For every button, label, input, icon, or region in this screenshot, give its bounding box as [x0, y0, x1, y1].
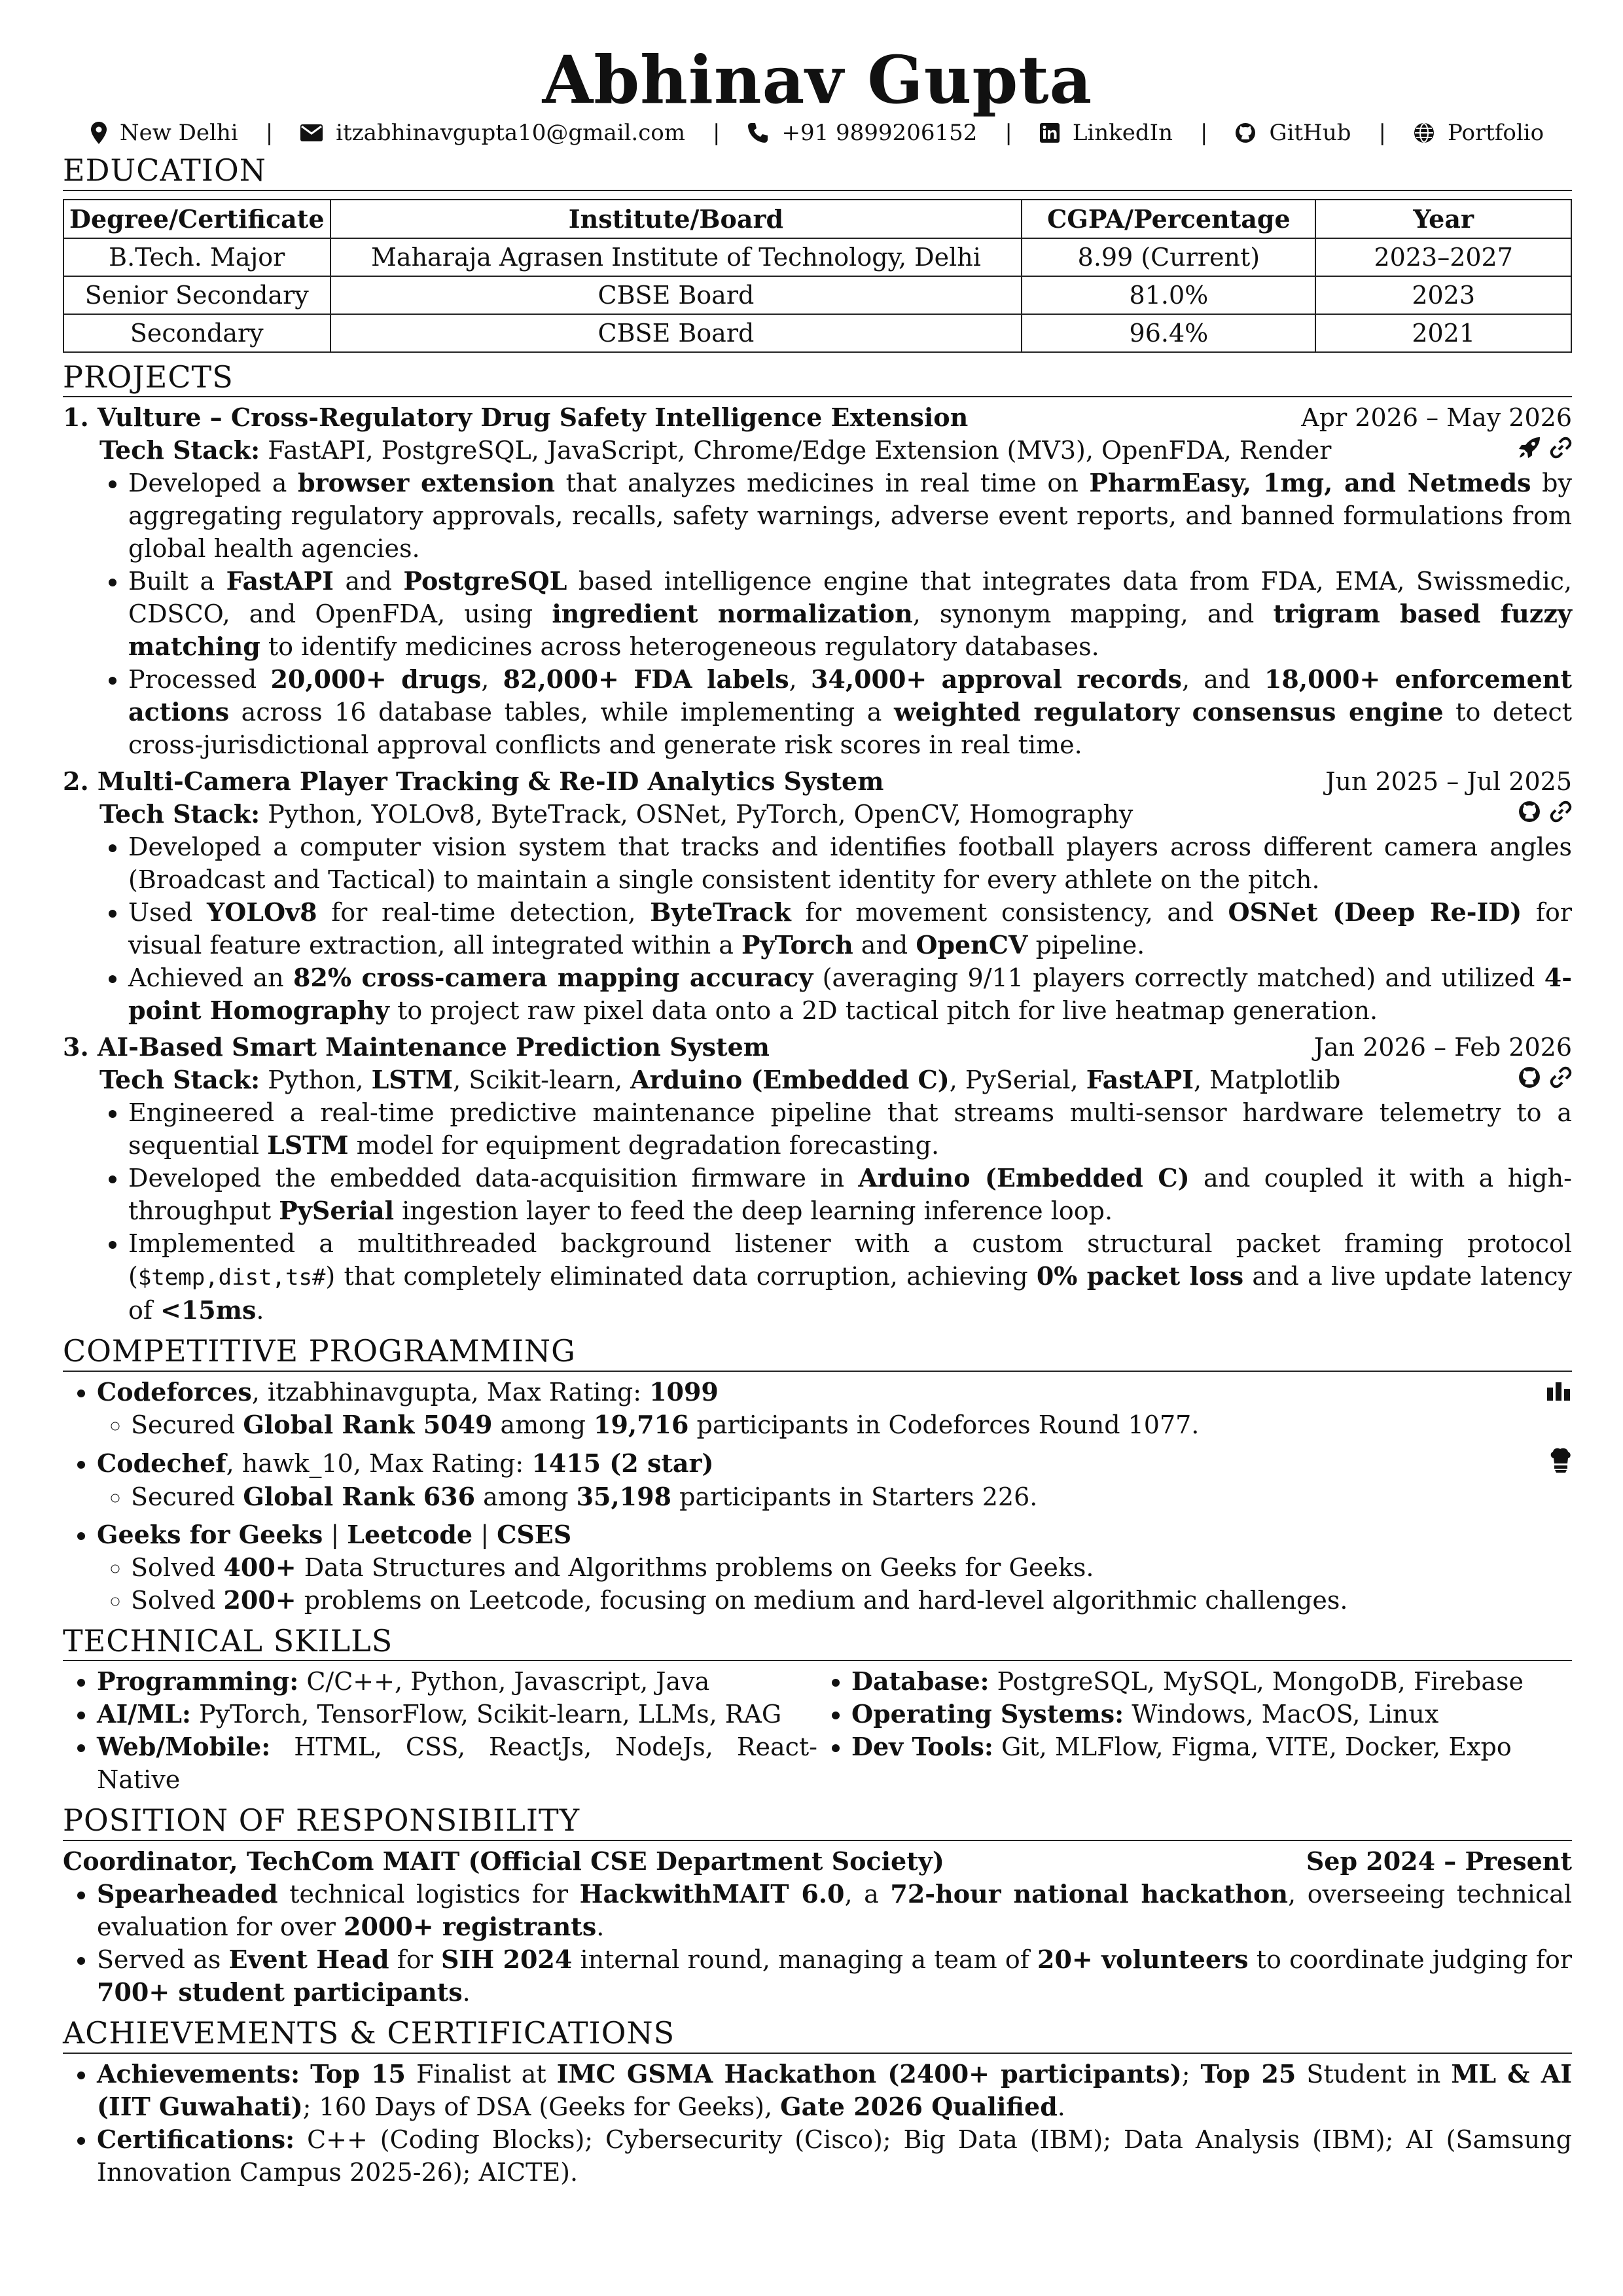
table-cell: 2021: [1315, 314, 1571, 352]
separator: |: [1200, 120, 1208, 146]
phone-icon: [747, 122, 768, 143]
por-date: Sep 2024 – Present: [1306, 1846, 1572, 1876]
list-item: • Engineered a real-time predictive maintenance pipeline that streams multi-sensor hardware telemetry to a sequential LSTM model for equipment degradation forecasting.: [128, 1096, 1572, 1162]
project-tech: Tech Stack: FastAPI, PostgreSQL, JavaScript, Chrome/Edge Extension (MV3), OpenFDA, Render: [99, 435, 1332, 465]
map-pin-icon: [91, 122, 107, 144]
competitive-section: [63, 1335, 1572, 1617]
project-title: 3. AI-Based Smart Maintenance Prediction System: [63, 1032, 770, 1062]
github-icon[interactable]: [1518, 1064, 1541, 1096]
projects-title: PROJECTS: [63, 361, 1572, 398]
contact-email[interactable]: [300, 120, 685, 146]
link-icon[interactable]: [1550, 798, 1572, 831]
column-header: Year: [1315, 200, 1571, 238]
link-icon[interactable]: [1550, 1064, 1572, 1096]
column-header: Degree/Certificate: [63, 200, 330, 238]
list-item: • Codeforces, itzabhinavgupta, Max Rating: 1099 ◦ Secured Global Rank 5049 among 19,716 participants in Codeforces Round 1077.: [97, 1376, 1572, 1441]
list-item: • Built a FastAPI and PostgreSQL based intelligence engine that integrates data from FDA, EMA, Swissmedic, CDSCO, and OpenFDA, using ingredient normalization, synonym mapping, and trigram based fuzzy matching to identify medicines across heterogeneous regulatory databases.: [128, 565, 1572, 663]
project-item: [63, 765, 1572, 1027]
list-item: • Operating Systems: Windows, MacOS, Linux: [851, 1698, 1572, 1731]
list-item: • Achieved an 82% cross-camera mapping accuracy (averaging 9/11 players correctly matched) and utilized 4-point Homography to project raw pixel data onto a 2D tactical pitch for live heatmap generation.: [128, 961, 1572, 1027]
project-tech: Tech Stack: Python, LSTM, Scikit-learn, Arduino (Embedded C), PySerial, FastAPI, Matplotlib: [99, 1065, 1341, 1095]
list-item: ◦ Secured Global Rank 636 among 35,198 participants in Starters 226.: [131, 1480, 1572, 1513]
skills-grid: [63, 1665, 1572, 1796]
email-link[interactable]: itzabhinavgupta10@gmail.com: [336, 120, 685, 146]
table-header-row: [63, 200, 1571, 238]
list-item: • Codechef, hawk_10, Max Rating: 1415 (2 star) ◦ Secured Global Rank 636 among 35,198 participants in Starters 226.: [97, 1446, 1572, 1513]
project-links: [1518, 1064, 1572, 1096]
table-cell: 96.4%: [1022, 314, 1315, 352]
list-item: • Certifications: C++ (Coding Blocks); Cybersecurity (Cisco); Big Data (IBM); Data Analysis (IBM); AI (Samsung Innovation Campus 2025-26); AICTE).: [97, 2123, 1572, 2189]
achievements-title: ACHIEVEMENTS & CERTIFICATIONS: [63, 2017, 1572, 2054]
contact-location: [91, 120, 238, 146]
contact-portfolio[interactable]: [1414, 120, 1544, 146]
table-cell: Maharaja Agrasen Institute of Technology, Delhi: [330, 238, 1022, 276]
table-cell: B.Tech. Major: [63, 238, 330, 276]
table-cell: 2023–2027: [1315, 238, 1571, 276]
list-item: • Programming: C/C++, Python, Javascript, Java: [97, 1665, 817, 1698]
list-item: ◦ Solved 400+ Data Structures and Algorithms problems on Geeks for Geeks.: [131, 1551, 1572, 1584]
globe-icon: [1414, 122, 1435, 143]
por-section: [63, 1804, 1572, 2009]
list-item: • Spearheaded technical logistics for HackwithMAIT 6.0, a 72-hour national hackathon, overseeing technical evaluation for over 2000+ registrants.: [97, 1878, 1572, 1943]
project-header: [63, 401, 1572, 434]
bar-chart-icon[interactable]: [1546, 1376, 1572, 1408]
skills-title: TECHNICAL SKILLS: [63, 1624, 1572, 1662]
list-item: • Served as Event Head for SIH 2024 internal round, managing a team of 20+ volunteers to coordinate judging for 700+ student participants.: [97, 1943, 1572, 2009]
list-item: • Processed 20,000+ drugs, 82,000+ FDA labels, 34,000+ approval records, and 18,000+ enforcement actions across 16 database tables, while implementing a weighted regulatory consensus engine to detect cross-jurisdictional approval conflicts and generate risk scores in real time.: [128, 663, 1572, 761]
list-item: ◦ Secured Global Rank 5049 among 19,716 participants in Codeforces Round 1077.: [131, 1408, 1572, 1441]
envelope-icon: [300, 124, 323, 141]
project-links: [1518, 798, 1572, 831]
candidate-name: Abhinav Gupta: [542, 41, 1093, 118]
project-title: 1. Vulture – Cross-Regulatory Drug Safety Intelligence Extension: [63, 403, 969, 433]
list-item: • Developed the embedded data-acquisition firmware in Arduino (Embedded C) and coupled it with a high-throughput PySerial ingestion layer to feed the deep learning inference loop.: [128, 1162, 1572, 1227]
project-item: [63, 1031, 1572, 1327]
separator: |: [265, 120, 274, 146]
project-tech-row: [63, 1064, 1572, 1096]
project-item: [63, 401, 1572, 761]
github-icon[interactable]: [1518, 798, 1541, 831]
achievements-section: [63, 2017, 1572, 2189]
project-bullets: [63, 467, 1572, 761]
list-item: • Dev Tools: Git, MLFlow, Figma, VITE, Docker, Expo: [851, 1731, 1572, 1763]
education-section: [63, 154, 1572, 353]
project-date: Jun 2025 – Jul 2025: [1325, 767, 1572, 797]
project-title: 2. Multi-Camera Player Tracking & Re-ID Analytics System: [63, 766, 884, 797]
link-icon[interactable]: [1550, 434, 1572, 467]
separator: |: [713, 120, 721, 146]
table-cell: 81.0%: [1022, 276, 1315, 314]
education-table: [63, 199, 1572, 353]
project-bullets: [63, 831, 1572, 1027]
list-item: • Web/Mobile: HTML, CSS, ReactJs, NodeJs, React-Native: [97, 1731, 817, 1796]
list-item: ◦ Solved 200+ problems on Leetcode, focusing on medium and hard-level algorithmic challenges.: [131, 1584, 1572, 1617]
github-link[interactable]: GitHub: [1269, 120, 1351, 146]
list-item: • Achievements: Top 15 Finalist at IMC GSMA Hackathon (2400+ participants); Top 25 Student in ML & AI (IIT Guwahati); 160 Days of DSA (Geeks for Geeks), Gate 2026 Qualified.: [97, 2058, 1572, 2123]
column-header: CGPA/Percentage: [1022, 200, 1315, 238]
project-bullets: [63, 1096, 1572, 1327]
chef-hat-icon[interactable]: [1550, 1446, 1572, 1480]
contact-linkedin[interactable]: [1040, 120, 1173, 146]
portfolio-link[interactable]: Portfolio: [1447, 120, 1544, 146]
project-tech-row: [63, 434, 1572, 467]
table-cell: Secondary: [63, 314, 330, 352]
table-row: [63, 238, 1571, 276]
rocket-icon[interactable]: [1518, 434, 1541, 467]
contact-bar: [63, 120, 1572, 146]
list-item: • AI/ML: PyTorch, TensorFlow, Scikit-learn, LLMs, RAG: [97, 1698, 817, 1731]
projects-section: [63, 361, 1572, 1327]
separator: |: [1005, 120, 1012, 146]
project-date: Apr 2026 – May 2026: [1301, 403, 1572, 433]
table-row: [63, 314, 1571, 352]
table-row: [63, 276, 1571, 314]
project-header: [63, 765, 1572, 798]
education-title: EDUCATION: [63, 154, 1572, 191]
competitive-title: COMPETITIVE PROGRAMMING: [63, 1335, 1572, 1372]
project-date: Jan 2026 – Feb 2026: [1313, 1033, 1572, 1062]
list-item: • Used YOLOv8 for real-time detection, ByteTrack for movement consistency, and OSNet (Deep Re-ID) for visual feature extraction, all integrated within a PyTorch and OpenCV pipeline.: [128, 896, 1572, 961]
phone-link[interactable]: +91 9899206152: [781, 120, 978, 146]
list-item: • Implemented a multithreaded background listener with a custom structural packet framing protocol ($temp,dist,ts#) that completely eliminated data corruption, achieving 0% packet loss and a live update latency of <15ms.: [128, 1227, 1572, 1327]
table-cell: CBSE Board: [330, 276, 1022, 314]
project-tech-row: [63, 798, 1572, 831]
list-item: • Developed a browser extension that analyzes medicines in real time on PharmEasy, 1mg, and Netmeds by aggregating regulatory approvals, recalls, safety warnings, adverse event reports, and banned formulations from global health agencies.: [128, 467, 1572, 565]
separator: |: [1378, 120, 1386, 146]
list-item: • Database: PostgreSQL, MySQL, MongoDB, Firebase: [851, 1665, 1572, 1698]
resume-page: [63, 41, 1573, 2189]
list-item: • Developed a computer vision system that tracks and identifies football players across different camera angles (Broadcast and Tactical) to maintain a single consistent identity for every athlete on the pitch.: [128, 831, 1572, 896]
project-tech: Tech Stack: Python, YOLOv8, ByteTrack, OSNet, PyTorch, OpenCV, Homography: [99, 799, 1133, 829]
linkedin-link[interactable]: LinkedIn: [1072, 120, 1173, 146]
column-header: Institute/Board: [330, 200, 1022, 238]
project-header: [63, 1031, 1572, 1064]
table-cell: 2023: [1315, 276, 1571, 314]
location-text: New Delhi: [119, 120, 238, 146]
contact-phone[interactable]: [747, 120, 977, 146]
table-cell: 8.99 (Current): [1022, 238, 1315, 276]
table-cell: Senior Secondary: [63, 276, 330, 314]
contact-github[interactable]: [1235, 120, 1351, 146]
table-cell: CBSE Board: [330, 314, 1022, 352]
skills-section: [63, 1624, 1572, 1797]
list-item: • Geeks for Geeks | Leetcode | CSES ◦ Solved 400+ Data Structures and Algorithms problems on Geeks for Geeks. ◦ Solved 200+ problems on Leetcode, focusing on medium and hard-level algorithmic challenges.: [97, 1518, 1572, 1617]
por-header: [63, 1845, 1572, 1878]
github-icon: [1235, 122, 1256, 143]
competitive-list: [63, 1376, 1572, 1617]
por-role: Coordinator, TechCom MAIT (Official CSE Department Society): [63, 1846, 944, 1876]
linkedin-icon: [1040, 123, 1060, 143]
por-title: POSITION OF RESPONSIBILITY: [63, 1804, 1572, 1841]
project-links: [1518, 434, 1572, 467]
